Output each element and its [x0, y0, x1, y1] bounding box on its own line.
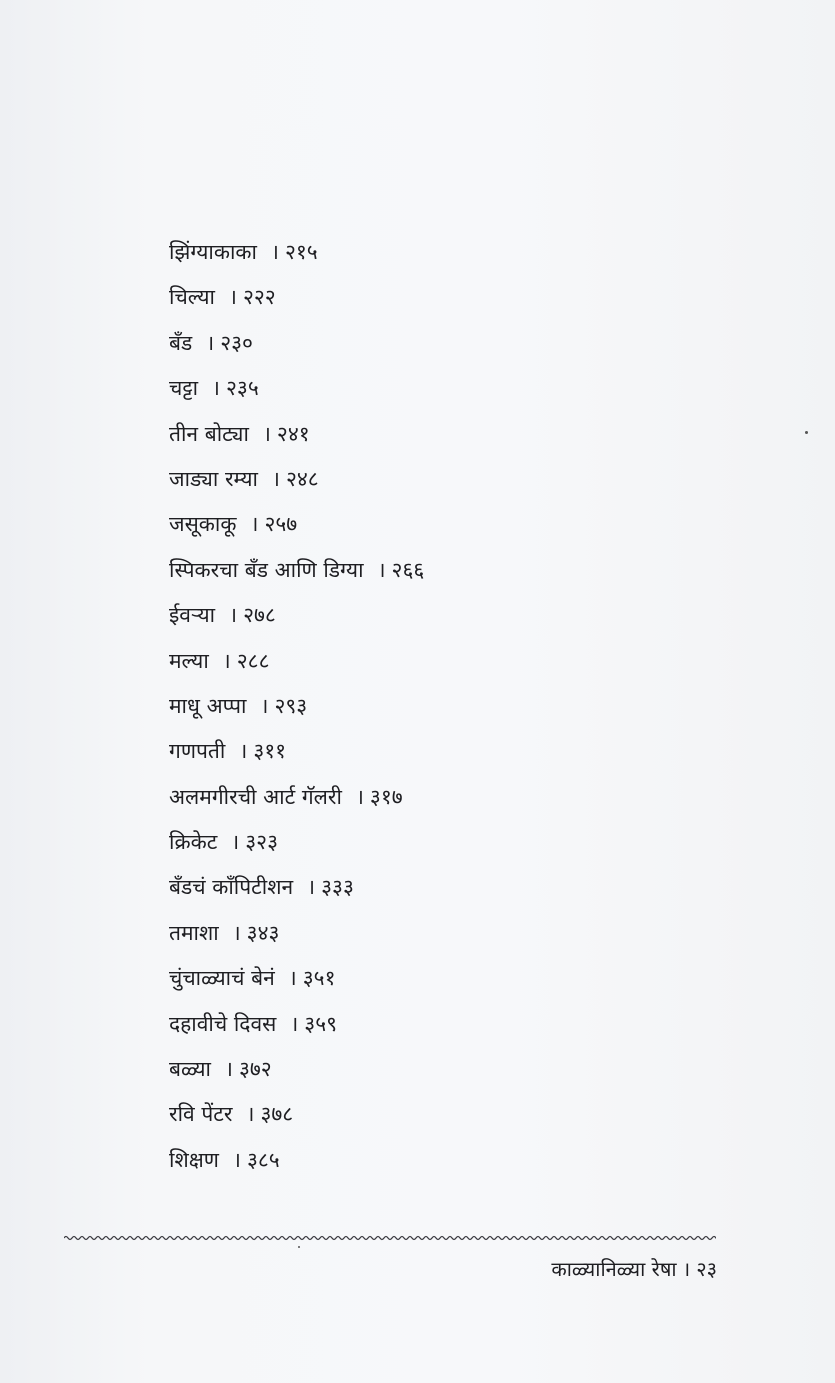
toc-entry-page: ३८५ [246, 1147, 280, 1172]
toc-entry-title: ईवऱ्या [169, 603, 216, 628]
toc-entry-separator: । [232, 1147, 241, 1172]
toc-entry-separator: । [222, 648, 231, 673]
toc-entry [169, 820, 424, 865]
toc-entry-separator: । [206, 330, 215, 355]
toc-entry-title: स्पिकरचा बँड आणि डिग्या [169, 557, 364, 582]
toc-entry-page: २४१ [276, 421, 310, 446]
toc-entry-page: ३३३ [321, 875, 354, 900]
wavy-rule-line [64, 1237, 716, 1240]
toc-entry-title: शिक्षण [169, 1147, 219, 1172]
toc-entry-title: तीन बोट्या [169, 421, 249, 446]
toc-entry-title: बळ्या [169, 1057, 211, 1082]
toc-entry [169, 956, 424, 1001]
toc-entry-page: २२२ [242, 285, 276, 310]
toc-entry-title: झिंग्याकाका [169, 240, 257, 264]
toc-entry-page: २३५ [226, 376, 259, 401]
toc-entry [169, 457, 424, 502]
toc-entry-separator: । [225, 1057, 233, 1082]
toc-entry-page: २९३ [274, 693, 308, 718]
toc-entry-title: बँड [169, 330, 193, 355]
toc-entry-title: चुंचाळ्याचं बेनं [169, 966, 275, 991]
toc-entry [169, 1092, 424, 1137]
toc-entry-separator: । [288, 966, 297, 991]
toc-entry [169, 366, 424, 411]
toc-entry [169, 1047, 424, 1092]
page-footer [551, 1255, 717, 1283]
toc-entry-page: २३० [220, 330, 253, 355]
toc-entry-page: ३११ [253, 739, 287, 764]
toc-entry-page: ३१७ [369, 784, 403, 809]
paper-speck [298, 1246, 300, 1248]
toc-entry [169, 548, 424, 593]
toc-entry [169, 639, 424, 684]
toc-entry-title: अलमगीरची आर्ट गॅलरी [169, 784, 342, 809]
toc-entry-page: ३५१ [302, 966, 336, 991]
toc-entry-separator: । [212, 376, 221, 401]
toc-entry-title: तमाशा [169, 920, 219, 945]
toc-entry-title: दहावीचे दिवस [169, 1011, 277, 1036]
toc-entry-page: २४८ [285, 466, 319, 491]
wavy-rule [64, 1232, 716, 1244]
toc-entry-page: २१५ [284, 240, 318, 264]
toc-entry [169, 1138, 424, 1183]
toc-entry-page: ३२३ [245, 830, 279, 855]
toc-entry-title: जाड्या रम्या [169, 466, 258, 491]
toc-entry [169, 593, 424, 638]
toc-entry-separator: । [262, 421, 271, 446]
toc-entry-page: २७८ [243, 603, 276, 628]
page-number: २३ [696, 1257, 717, 1281]
toc-entry [169, 684, 424, 729]
toc-entry [169, 230, 424, 275]
toc-entry-title: मल्या [169, 648, 209, 673]
toc-entry-title: माधू अप्पा [169, 693, 247, 718]
toc-entry-separator: । [307, 875, 316, 900]
toc-entry-separator: । [260, 693, 269, 718]
paper-speck [805, 431, 808, 434]
toc-entry-title: जसूकाकू [169, 512, 237, 537]
running-title: काळ्यानिळ्या रेषा [551, 1257, 677, 1281]
toc-entry-separator: । [229, 603, 238, 628]
toc-entry [169, 502, 424, 547]
toc-entry-page: ३५९ [304, 1011, 338, 1036]
toc-entry-page: ३४३ [246, 920, 280, 945]
toc-entry [169, 1002, 424, 1047]
toc-entry-separator: । [231, 830, 240, 855]
toc-entry-title: बँडचं कॉंपिटीशन [169, 875, 294, 900]
table-of-contents [169, 230, 424, 1183]
toc-entry-title: क्रिकेट [169, 830, 218, 855]
toc-entry-separator: । [355, 784, 364, 809]
toc-entry-page: ३७२ [238, 1057, 272, 1082]
toc-entry-title: रवि पेंटर [169, 1102, 233, 1127]
toc-entry [169, 275, 424, 320]
toc-entry [169, 321, 424, 366]
toc-entry-title: गणपती [169, 739, 226, 764]
toc-entry [169, 729, 424, 774]
toc-entry-page: ३७८ [260, 1102, 294, 1127]
toc-entry [169, 412, 424, 457]
toc-entry-separator: । [250, 512, 259, 537]
toc-entry [169, 865, 424, 910]
toc-entry-separator: । [232, 920, 241, 945]
toc-entry-page: २५७ [264, 512, 298, 537]
toc-entry-separator: । [239, 739, 248, 764]
toc-entry-page: २८८ [236, 648, 270, 673]
toc-entry [169, 911, 424, 956]
toc-entry-separator: । [290, 1011, 299, 1036]
toc-entry-title: चट्टा [169, 376, 199, 401]
toc-entry-title: चिल्या [169, 285, 215, 310]
toc-entry [169, 775, 424, 820]
toc-entry-page: २६६ [391, 557, 425, 582]
toc-entry-separator: । [272, 466, 280, 491]
footer-separator: । [682, 1257, 691, 1281]
toc-entry-separator: । [229, 285, 237, 310]
toc-entry-separator: । [377, 557, 386, 582]
toc-entry-separator: । [246, 1102, 255, 1127]
toc-entry-separator: । [270, 240, 279, 264]
